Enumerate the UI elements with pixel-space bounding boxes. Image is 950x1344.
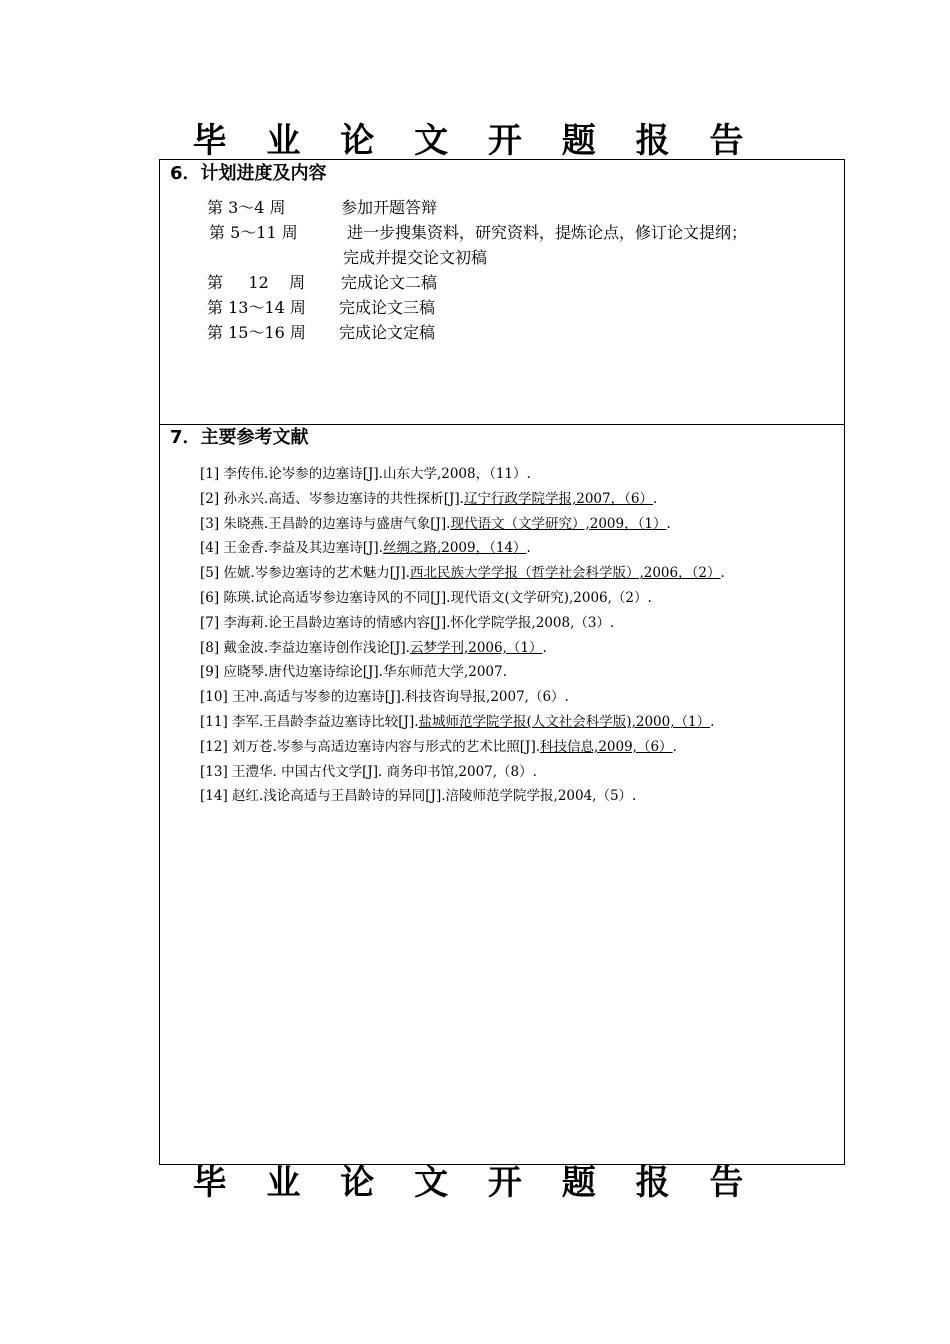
reference-item: [12] 刘万苍.岑参与高适边塞诗内容与形式的艺术比照[J].科技信息,2009,（6）. (200, 738, 677, 755)
reference-item: [5] 佐婋.岑参边塞诗的艺术魅力[J].西北民族大学学报（哲学社会科学版）,2006，（2）. (200, 565, 725, 582)
reference-item: [9] 应晓琴.唐代边塞诗综论[J].华东师范大学,2007. (200, 664, 507, 681)
section-divider (160, 424, 844, 425)
reference-list (168, 462, 840, 809)
reference-item: [14] 赵红.浅论高适与王昌龄诗的异同[J].涪陵师范学院学报,2004,（5）. (200, 788, 637, 805)
reference-item: [6] 陈瑛.试论高适岑参边塞诗风的不同[J].现代语文(文学研究),2006,（2）. (200, 589, 652, 606)
reference-item: [1] 李传伟.论岑参的边塞诗[J].山东大学,2008，（11）. (200, 466, 531, 482)
reference-item: [3] 朱晓燕.王昌龄的边塞诗与盛唐气象[J].现代语文（文学研究）,2009，（1）. (200, 515, 671, 532)
reference-item: [2] 孙永兴.高适、岑参边塞诗的共性探析[J].辽宁行政学院学报,2007，（6）. (200, 490, 658, 507)
plan-task: 完成并提交论文初稿 (343, 248, 488, 267)
section-7-heading: 7．主要参考文献 (170, 427, 309, 448)
plan-week: 第 5～11 周 (209, 223, 298, 242)
reference-item: [7] 李海莉.论王昌龄边塞诗的情感内容[J].怀化学院学报,2008,（3）. (200, 614, 615, 631)
plan-task: 进一步搜集资料，研究资料，提炼论点，修订论文提纲； (347, 223, 748, 242)
reference-item: [10] 王冲.高适与岑参的边塞诗[J].科技咨询导报,2007,（6）. (200, 689, 569, 706)
plan-task: 完成论文定稿 (339, 323, 436, 342)
reference-item: [11] 李军.王昌龄李益边塞诗比较[J].盐城师范学院学报(人文社会科学版),2000,（1）. (200, 713, 715, 730)
plan-task: 完成论文二稿 (341, 273, 438, 292)
plan-week: 第 13～14 周 (207, 298, 306, 317)
section-6-heading: 6．计划进度及内容 (170, 163, 327, 184)
reference-item: [8] 戴金波.李益边塞诗创作浅论[J].云梦学刊,2006,（1）. (200, 639, 547, 656)
plan-week: 第 12 周 (207, 273, 306, 292)
plan-week: 第 15～16 周 (207, 323, 306, 342)
proposal-table (159, 159, 845, 1165)
page-title-next: 毕 业 论 文 开 题 报 告 (192, 1163, 758, 1203)
plan-week: 第 3～4 周 (207, 198, 286, 217)
reference-item: [4] 王金香.李益及其边塞诗[J].丝绸之路,2009，（14）. (200, 540, 531, 557)
plan-task: 参加开题答辩 (341, 198, 438, 217)
reference-item: [13] 王澧华. 中国古代文学[J]. 商务印书馆,2007,（8）. (200, 763, 537, 780)
page-title: 毕 业 论 文 开 题 报 告 (192, 121, 758, 161)
plan-task: 完成论文三稿 (339, 298, 436, 317)
